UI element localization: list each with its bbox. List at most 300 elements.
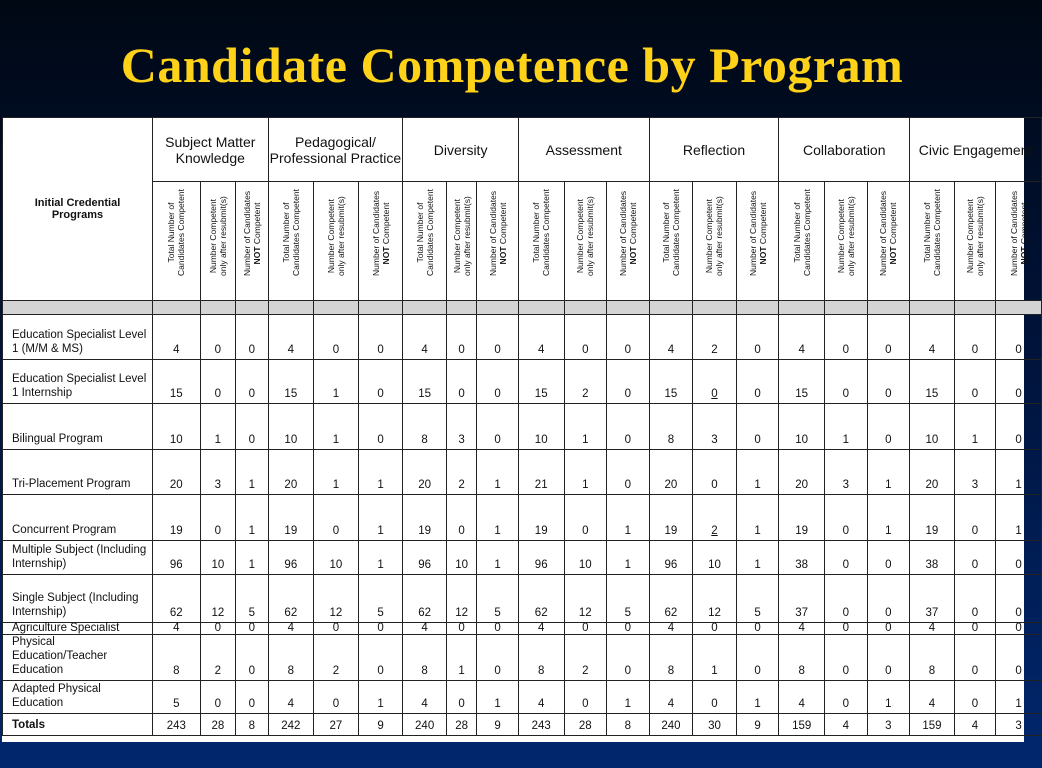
value-cell: 1 xyxy=(358,495,403,541)
column-subheader xyxy=(358,182,403,301)
category-header: Civic Engagement xyxy=(910,118,1042,182)
value-cell: 0 xyxy=(607,404,650,450)
program-name: Physical Education/Teacher Education xyxy=(3,635,153,681)
subheader-line: only after resubmit(s) xyxy=(217,196,228,276)
value-cell: 21 xyxy=(518,450,564,495)
column-subheader xyxy=(153,182,201,301)
value-cell: 4 xyxy=(153,315,201,360)
value-cell: 20 xyxy=(153,450,201,495)
total-cell: 242 xyxy=(268,714,314,736)
subheader-line: Number of Candidates xyxy=(617,190,628,276)
value-cell: 1 xyxy=(236,541,268,575)
competence-table xyxy=(2,117,1042,736)
program-name: Bilingual Program xyxy=(3,404,153,450)
value-cell: 4 xyxy=(268,623,314,635)
value-cell: 0 xyxy=(236,681,268,714)
column-subheader xyxy=(314,182,359,301)
value-cell: 10 xyxy=(564,541,607,575)
total-cell: 28 xyxy=(446,714,476,736)
value-cell: 1 xyxy=(693,635,737,681)
subheader-line: only after resubmit(s) xyxy=(585,196,596,276)
value-cell: 0 xyxy=(954,360,996,404)
value-cell: 0 xyxy=(607,450,650,495)
column-subheader xyxy=(607,182,650,301)
value-cell: 0 xyxy=(954,315,996,360)
value-cell: 4 xyxy=(518,681,564,714)
value-cell: 10 xyxy=(779,404,825,450)
subheader-line: NOT Competent xyxy=(497,202,508,265)
subheader-line: Total Number of xyxy=(791,202,802,263)
value-cell: 15 xyxy=(649,360,693,404)
value-cell: 1 xyxy=(358,450,403,495)
value-cell: 0 xyxy=(477,404,519,450)
value-cell: 2 xyxy=(693,495,737,541)
value-cell: 1 xyxy=(736,450,779,495)
value-cell: 0 xyxy=(996,541,1042,575)
value-cell: 1 xyxy=(736,681,779,714)
subheader-line: NOT Competent xyxy=(1018,202,1029,265)
value-cell: 8 xyxy=(649,635,693,681)
column-subheader xyxy=(564,182,607,301)
value-cell: 4 xyxy=(403,681,447,714)
value-cell: 20 xyxy=(403,450,447,495)
separator-row xyxy=(3,301,1042,315)
value-cell: 1 xyxy=(996,681,1042,714)
totals-row xyxy=(3,714,1042,736)
value-cell: 20 xyxy=(649,450,693,495)
value-cell: 0 xyxy=(824,575,867,623)
value-cell: 5 xyxy=(477,575,519,623)
value-cell: 1 xyxy=(996,450,1042,495)
value-cell: 0 xyxy=(200,623,235,635)
table-row xyxy=(3,623,1042,635)
value-cell: 1 xyxy=(867,495,910,541)
value-cell: 0 xyxy=(200,315,235,360)
total-cell: 9 xyxy=(477,714,519,736)
subheader-line: only after resubmit(s) xyxy=(974,196,985,276)
column-subheader xyxy=(649,182,693,301)
subheader-line: Number of Candidates xyxy=(747,190,758,276)
column-subheader xyxy=(200,182,235,301)
total-cell: 28 xyxy=(200,714,235,736)
value-cell: 1 xyxy=(736,541,779,575)
table-row xyxy=(3,635,1042,681)
value-cell: 8 xyxy=(268,635,314,681)
value-cell: 10 xyxy=(314,541,359,575)
value-cell: 0 xyxy=(564,681,607,714)
value-cell: 96 xyxy=(649,541,693,575)
value-cell: 4 xyxy=(779,315,825,360)
value-cell: 1 xyxy=(824,404,867,450)
value-cell: 4 xyxy=(153,623,201,635)
value-cell: 0 xyxy=(954,681,996,714)
value-cell: 37 xyxy=(779,575,825,623)
value-cell: 1 xyxy=(607,541,650,575)
subheader-line: NOT Competent xyxy=(627,202,638,265)
subheader-line: Number of Candidates xyxy=(487,190,498,276)
value-cell: 15 xyxy=(268,360,314,404)
value-cell: 38 xyxy=(910,541,955,575)
value-cell: 0 xyxy=(996,623,1042,635)
column-subheader xyxy=(824,182,867,301)
value-cell: 0 xyxy=(867,623,910,635)
value-cell: 0 xyxy=(996,404,1042,450)
subheader-line: Candidates Competent xyxy=(541,189,552,276)
value-cell: 8 xyxy=(649,404,693,450)
value-cell: 2 xyxy=(200,635,235,681)
subheader-line: only after resubmit(s) xyxy=(714,196,725,276)
category-header: Collaboration xyxy=(779,118,910,182)
column-subheader xyxy=(996,182,1042,301)
value-cell: 4 xyxy=(518,315,564,360)
value-cell: 0 xyxy=(607,623,650,635)
value-cell: 2 xyxy=(564,635,607,681)
value-cell: 4 xyxy=(910,315,955,360)
value-cell: 4 xyxy=(649,623,693,635)
corner-header: Initial Credential Programs xyxy=(3,118,153,301)
column-subheader xyxy=(403,182,447,301)
subheader-line: Total Number of xyxy=(414,202,425,263)
value-cell: 15 xyxy=(153,360,201,404)
category-header: Reflection xyxy=(649,118,779,182)
value-cell: 10 xyxy=(693,541,737,575)
total-cell: 3 xyxy=(867,714,910,736)
value-cell: 0 xyxy=(996,635,1042,681)
total-cell: 9 xyxy=(358,714,403,736)
table-row xyxy=(3,681,1042,714)
value-cell: 1 xyxy=(236,495,268,541)
value-cell: 0 xyxy=(236,404,268,450)
subheader-line: Number Competent xyxy=(451,199,462,274)
subheader-line: Total Number of xyxy=(280,202,291,263)
value-cell: 19 xyxy=(649,495,693,541)
total-cell: 243 xyxy=(518,714,564,736)
total-cell: 159 xyxy=(779,714,825,736)
table-row xyxy=(3,541,1042,575)
value-cell: 0 xyxy=(607,315,650,360)
subheader-line: Number Competent xyxy=(575,199,586,274)
table-row xyxy=(3,495,1042,541)
column-subheader xyxy=(910,182,955,301)
column-subheader xyxy=(693,182,737,301)
value-cell: 4 xyxy=(518,623,564,635)
total-cell: 159 xyxy=(910,714,955,736)
value-cell: 37 xyxy=(910,575,955,623)
value-cell: 1 xyxy=(607,681,650,714)
value-cell: 0 xyxy=(954,635,996,681)
value-cell: 4 xyxy=(910,623,955,635)
value-cell: 10 xyxy=(446,541,476,575)
column-subheader xyxy=(236,182,268,301)
value-cell: 0 xyxy=(358,360,403,404)
value-cell: 3 xyxy=(200,450,235,495)
value-cell: 62 xyxy=(649,575,693,623)
totals-label: Totals xyxy=(3,714,153,736)
value-cell: 1 xyxy=(564,450,607,495)
total-cell: 28 xyxy=(564,714,607,736)
competence-table-sheet xyxy=(2,117,1033,742)
value-cell: 1 xyxy=(564,404,607,450)
subheader-line: Candidates Competent xyxy=(931,189,942,276)
value-cell: 1 xyxy=(314,404,359,450)
value-cell: 4 xyxy=(649,681,693,714)
subheader-line: Number of Candidates xyxy=(370,190,381,276)
value-cell: 0 xyxy=(954,495,996,541)
value-cell: 5 xyxy=(736,575,779,623)
program-name: Concurrent Program xyxy=(3,495,153,541)
total-cell: 243 xyxy=(153,714,201,736)
value-cell: 0 xyxy=(736,635,779,681)
value-cell: 0 xyxy=(954,575,996,623)
value-cell: 12 xyxy=(693,575,737,623)
subheader-line: Candidates Competent xyxy=(801,189,812,276)
program-name: Adapted Physical Education xyxy=(3,681,153,714)
value-cell: 96 xyxy=(268,541,314,575)
program-name: Tri-Placement Program xyxy=(3,450,153,495)
subheader-line: NOT Competent xyxy=(757,202,768,265)
category-header: Pedagogical/ Professional Practice xyxy=(268,118,403,182)
value-cell: 4 xyxy=(779,681,825,714)
column-subheader xyxy=(518,182,564,301)
value-cell: 0 xyxy=(824,495,867,541)
column-subheader xyxy=(477,182,519,301)
value-cell: 4 xyxy=(649,315,693,360)
value-cell: 0 xyxy=(314,495,359,541)
value-cell: 0 xyxy=(477,623,519,635)
value-cell: 1 xyxy=(607,495,650,541)
value-cell: 0 xyxy=(693,623,737,635)
total-cell: 4 xyxy=(824,714,867,736)
subheader-line: Number Competent xyxy=(704,199,715,274)
value-cell: 0 xyxy=(477,360,519,404)
value-cell: 0 xyxy=(200,360,235,404)
category-header: Subject Matter Knowledge xyxy=(153,118,269,182)
subheader-line: Candidates Competent xyxy=(670,189,681,276)
subheader-line: only after resubmit(s) xyxy=(845,196,856,276)
total-cell: 27 xyxy=(314,714,359,736)
program-name: Education Specialist Level 1 Internship xyxy=(3,360,153,404)
total-cell: 240 xyxy=(403,714,447,736)
value-cell: 0 xyxy=(200,495,235,541)
value-cell: 0 xyxy=(867,575,910,623)
value-cell: 0 xyxy=(867,404,910,450)
subheader-line: Total Number of xyxy=(660,202,671,263)
value-cell: 0 xyxy=(824,541,867,575)
value-cell: 96 xyxy=(153,541,201,575)
value-cell: 19 xyxy=(518,495,564,541)
slide-title: Candidate Competence by Program xyxy=(120,37,904,93)
value-cell: 0 xyxy=(996,315,1042,360)
value-cell: 15 xyxy=(403,360,447,404)
subheader-line: NOT Competent xyxy=(380,202,391,265)
value-cell: 8 xyxy=(403,404,447,450)
subheader-line: Number of Candidates xyxy=(241,190,252,276)
value-cell: 0 xyxy=(867,541,910,575)
column-subheader xyxy=(867,182,910,301)
value-cell: 19 xyxy=(153,495,201,541)
value-cell: 0 xyxy=(446,495,476,541)
value-cell: 10 xyxy=(153,404,201,450)
value-cell: 3 xyxy=(954,450,996,495)
value-cell: 4 xyxy=(268,681,314,714)
value-cell: 0 xyxy=(736,623,779,635)
total-cell: 8 xyxy=(607,714,650,736)
value-cell: 0 xyxy=(736,360,779,404)
value-cell: 96 xyxy=(403,541,447,575)
value-cell: 19 xyxy=(910,495,955,541)
value-cell: 0 xyxy=(693,450,737,495)
subheader-line: Candidates Competent xyxy=(424,189,435,276)
value-cell: 0 xyxy=(867,315,910,360)
value-cell: 62 xyxy=(268,575,314,623)
value-cell: 0 xyxy=(477,635,519,681)
category-header: Diversity xyxy=(403,118,519,182)
value-cell: 10 xyxy=(200,541,235,575)
value-cell: 10 xyxy=(518,404,564,450)
value-cell: 38 xyxy=(779,541,825,575)
value-cell: 4 xyxy=(779,623,825,635)
column-subheader xyxy=(736,182,779,301)
value-cell: 12 xyxy=(314,575,359,623)
value-cell: 62 xyxy=(518,575,564,623)
column-subheader xyxy=(779,182,825,301)
value-cell: 5 xyxy=(358,575,403,623)
value-cell: 3 xyxy=(824,450,867,495)
value-cell: 5 xyxy=(153,681,201,714)
table-row xyxy=(3,360,1042,404)
value-cell: 0 xyxy=(446,623,476,635)
value-cell: 0 xyxy=(236,360,268,404)
value-cell: 8 xyxy=(910,635,955,681)
column-subheader xyxy=(446,182,476,301)
value-cell: 10 xyxy=(910,404,955,450)
program-name: Education Specialist Level 1 (M/M & MS) xyxy=(3,315,153,360)
value-cell: 3 xyxy=(446,404,476,450)
subheader-line: Number Competent xyxy=(207,199,218,274)
total-cell: 9 xyxy=(736,714,779,736)
value-cell: 19 xyxy=(268,495,314,541)
value-cell: 10 xyxy=(268,404,314,450)
value-cell: 0 xyxy=(446,681,476,714)
value-cell: 0 xyxy=(564,315,607,360)
value-cell: 0 xyxy=(736,315,779,360)
value-cell: 2 xyxy=(314,635,359,681)
value-cell: 4 xyxy=(403,315,447,360)
program-name: Single Subject (Including Internship) xyxy=(3,575,153,623)
value-cell: 0 xyxy=(867,635,910,681)
value-cell: 96 xyxy=(518,541,564,575)
value-cell: 0 xyxy=(236,623,268,635)
value-cell: 12 xyxy=(200,575,235,623)
column-subheader xyxy=(954,182,996,301)
program-name: Multiple Subject (Including Internship) xyxy=(3,541,153,575)
value-cell: 2 xyxy=(446,450,476,495)
value-cell: 0 xyxy=(314,623,359,635)
subheader-line: Candidates Competent xyxy=(176,189,187,276)
value-cell: 15 xyxy=(910,360,955,404)
value-cell: 1 xyxy=(446,635,476,681)
value-cell: 0 xyxy=(824,681,867,714)
value-cell: 0 xyxy=(824,315,867,360)
value-cell: 0 xyxy=(358,623,403,635)
value-cell: 0 xyxy=(358,635,403,681)
value-cell: 20 xyxy=(779,450,825,495)
value-cell: 20 xyxy=(268,450,314,495)
subheader-line: Total Number of xyxy=(166,202,177,263)
value-cell: 1 xyxy=(954,404,996,450)
total-cell: 240 xyxy=(649,714,693,736)
value-cell: 0 xyxy=(477,315,519,360)
subheader-line: Total Number of xyxy=(531,202,542,263)
value-cell: 0 xyxy=(314,315,359,360)
subheader-line: Number Competent xyxy=(325,199,336,274)
column-subheader xyxy=(268,182,314,301)
value-cell: 8 xyxy=(403,635,447,681)
value-cell: 4 xyxy=(403,623,447,635)
value-cell: 1 xyxy=(236,450,268,495)
value-cell: 0 xyxy=(314,681,359,714)
value-cell: 4 xyxy=(268,315,314,360)
value-cell: 0 xyxy=(200,681,235,714)
table-row xyxy=(3,575,1042,623)
value-cell: 19 xyxy=(779,495,825,541)
total-cell: 3 xyxy=(996,714,1042,736)
value-cell: 0 xyxy=(693,681,737,714)
value-cell: 8 xyxy=(779,635,825,681)
value-cell: 1 xyxy=(314,450,359,495)
program-name: Agriculture Specialist xyxy=(3,623,153,635)
value-cell: 0 xyxy=(564,495,607,541)
value-cell: 0 xyxy=(996,360,1042,404)
value-cell: 4 xyxy=(910,681,955,714)
value-cell: 0 xyxy=(358,315,403,360)
value-cell: 0 xyxy=(607,635,650,681)
category-header: Assessment xyxy=(518,118,649,182)
value-cell: 8 xyxy=(518,635,564,681)
value-cell: 1 xyxy=(477,450,519,495)
value-cell: 0 xyxy=(954,623,996,635)
subheader-line: Total Number of xyxy=(921,202,932,263)
subheader-line: Number Competent xyxy=(835,199,846,274)
value-cell: 1 xyxy=(200,404,235,450)
value-cell: 1 xyxy=(736,495,779,541)
value-cell: 0 xyxy=(564,623,607,635)
value-cell: 1 xyxy=(358,681,403,714)
value-cell: 15 xyxy=(518,360,564,404)
subheader-line: NOT Competent xyxy=(251,202,262,265)
value-cell: 0 xyxy=(358,404,403,450)
value-cell: 3 xyxy=(693,404,737,450)
value-cell: 0 xyxy=(446,360,476,404)
value-cell: 5 xyxy=(236,575,268,623)
value-cell: 0 xyxy=(607,360,650,404)
value-cell: 2 xyxy=(564,360,607,404)
value-cell: 0 xyxy=(954,541,996,575)
value-cell: 1 xyxy=(996,495,1042,541)
subheader-line: Number Competent xyxy=(964,199,975,274)
value-cell: 0 xyxy=(824,360,867,404)
subheader-line: NOT Competent xyxy=(888,202,899,265)
value-cell: 1 xyxy=(358,541,403,575)
value-cell: 1 xyxy=(314,360,359,404)
value-cell: 0 xyxy=(446,315,476,360)
subheader-line: only after resubmit(s) xyxy=(461,196,472,276)
value-cell: 1 xyxy=(477,681,519,714)
value-cell: 0 xyxy=(824,623,867,635)
subheader-line: Candidates Competent xyxy=(290,189,301,276)
subheader-line: only after resubmit(s) xyxy=(335,196,346,276)
value-cell: 0 xyxy=(824,635,867,681)
